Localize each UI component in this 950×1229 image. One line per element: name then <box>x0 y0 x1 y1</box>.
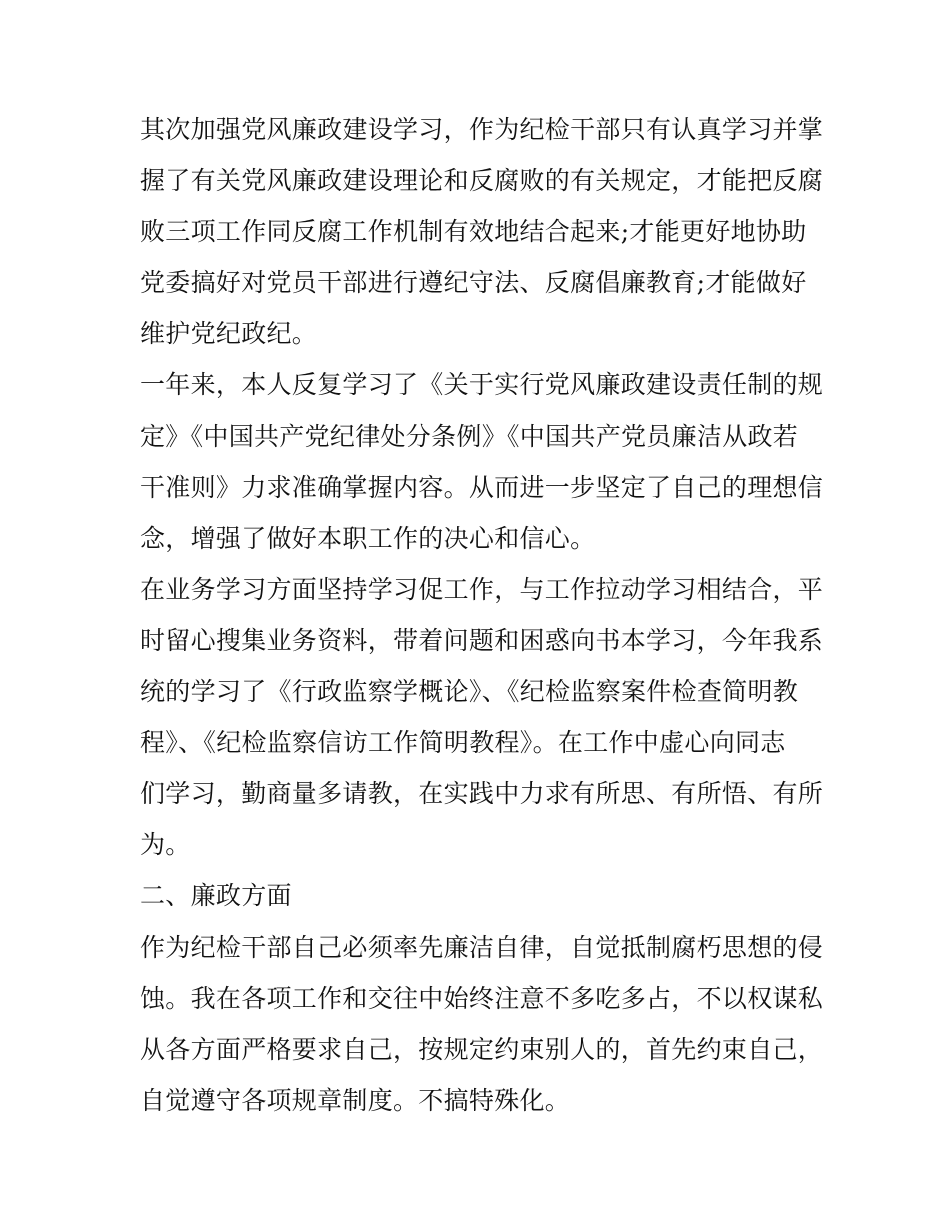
text-line: 时留心搜集业务资料，带着问题和困惑向书本学习，今年我系 <box>140 625 824 655</box>
text-line: 一年来，本人反复学习了《关于实行党风廉政建设责任制的规 <box>140 370 824 400</box>
text-line: 作为纪检干部自己必须率先廉洁自律，自觉抵制腐朽思想的侵 <box>140 932 824 962</box>
text-line: 定》《中国共产党纪律处分条例》《中国共产党员廉洁从政若 <box>140 421 799 451</box>
text-line: 其次加强党风廉政建设学习，作为纪检干部只有认真学习并掌 <box>140 115 824 144</box>
text-line: 统的学习了《行政监察学概论》、《纪检监察案件检查简明教 <box>140 677 799 707</box>
text-line: 维护党纪政纪。 <box>140 319 318 349</box>
text-line: 干准则》力求准确掌握内容。从而进一步坚定了自己的理想信 <box>140 472 824 502</box>
text-line: 为。 <box>140 830 191 860</box>
text-line: 念，增强了做好本职工作的决心和信心。 <box>140 523 596 553</box>
text-line: 蚀。我在各项工作和交往中始终注意不多吃多占，不以权谋私 <box>140 983 824 1013</box>
text-line: 从各方面严格要求自己，按规定约束别人的，首先约束自己， <box>140 1034 824 1064</box>
text-line: 程》、《纪检监察信访工作简明教程》。在工作中虚心向同志 <box>140 728 786 758</box>
text-line: 败三项工作同反腐工作机制有效地结合起来;才能更好地协助 <box>140 217 807 247</box>
section-heading: 二、廉政方面 <box>140 881 292 911</box>
text-line: 握了有关党风廉政建设理论和反腐败的有关规定，才能把反腐 <box>140 166 824 196</box>
text-line: 党委搞好对党员干部进行遵纪守法、反腐倡廉教育;才能做好 <box>140 268 807 298</box>
text-line: 自觉遵守各项规章制度。不搞特殊化。 <box>140 1085 571 1115</box>
document-body <box>140 104 830 1126</box>
text-line: 在业务学习方面坚持学习促工作，与工作拉动学习相结合，平 <box>140 574 824 604</box>
text-line: 们学习，勤商量多请教，在实践中力求有所思、有所悟、有所 <box>140 779 824 809</box>
